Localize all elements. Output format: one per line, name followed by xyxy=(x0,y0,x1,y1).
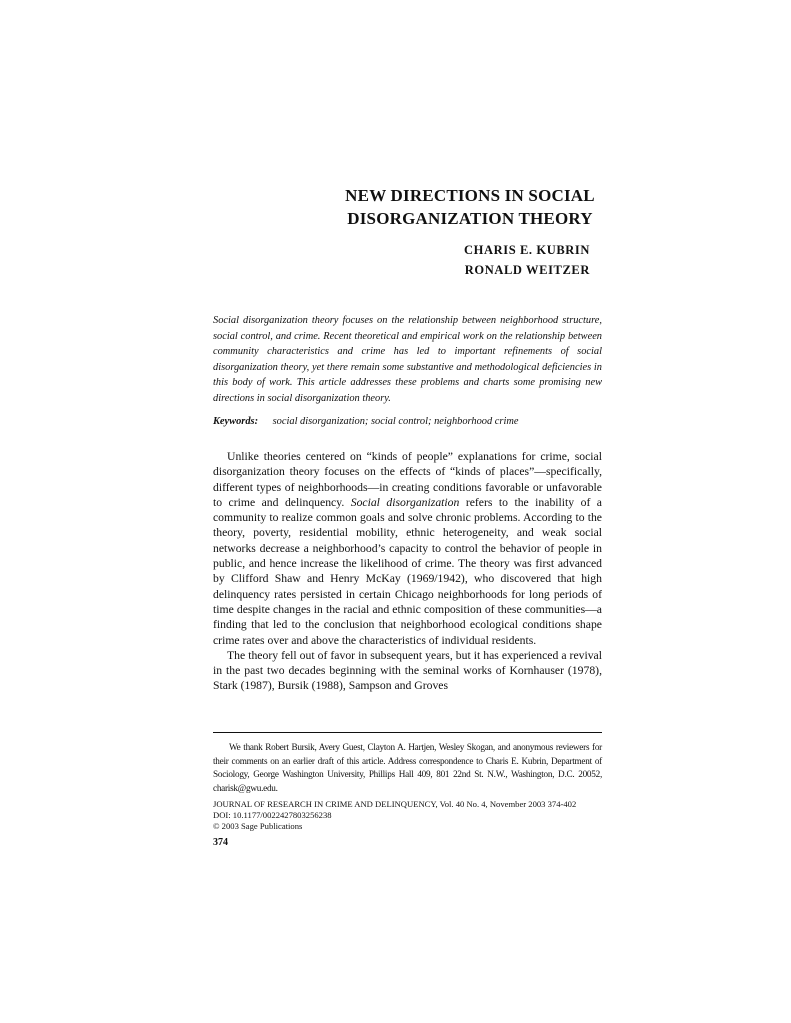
footnote-text: We thank Robert Bursik, Avery Guest, Clayton A. Hartjen, Wesley Skogan, and anonymous reviewers for their comments on an earlier draft of this article. Address correspondence to Charis E. Kubrin, Department of Sociology, George Washington University, Phillips Hall 409, 801 22nd St. N.W., Washington, D.C. 20052, charisk@gwu.edu. xyxy=(213,742,602,793)
body-text-run: Unlike theories centered on “kinds of people” explanations for crime, social disorganization theory focuses on the effects of “kinds of places”—specifically, different types of neighborhoods—in creating conditions favorable or unfavorable to crime and delinquency. xyxy=(213,450,602,509)
abstract: Social disorganization theory focuses on the relationship between neighborhood structure, social control, and crime. Recent theoretical and empirical work on the relationship between community characteristics and crime has led to important refinements of social disorganization theory, yet there remain some substantive and methodological deficiencies in this body of work. This article addresses these problems and charts some promising new directions in social disorganization theory. xyxy=(213,315,602,404)
body-paragraph xyxy=(213,449,602,648)
article-title-line-1: NEW DIRECTIONS IN SOCIAL xyxy=(345,186,595,205)
body-text xyxy=(213,449,602,694)
copyright: © 2003 Sage Publications xyxy=(213,821,303,831)
article-title xyxy=(320,184,620,230)
page-number: 374 xyxy=(213,837,228,848)
journal-citation: JOURNAL OF RESEARCH IN CRIME AND DELINQUENCY, Vol. 40 No. 4, November 2003 374-402 xyxy=(213,799,577,809)
article-title-line-2: DISORGANIZATION THEORY xyxy=(347,209,593,228)
keywords xyxy=(213,414,602,429)
author-list xyxy=(360,240,590,280)
keywords-text: social disorganization; social control; neighborhood crime xyxy=(272,416,519,427)
footnote-divider xyxy=(213,732,602,733)
keywords-label: Keywords: xyxy=(213,416,259,427)
author-name: CHARIS E. KUBRIN xyxy=(464,243,590,257)
body-text-run: refers to the inability of a community to realize common goals and solve chronic problems. According to the theory, poverty, residential mobility, ethnic heterogeneity, and weak social networks decrease a neighborhood’s capacity to control the behavior of people in public, and hence increase the likelihood of crime. The theory was first advanced by Clifford Shaw and Henry McKay (1969/1942), who discovered that high delinquency rates persisted in certain Chicago neighborhoods for long periods of time despite changes in the racial and ethnic composition of these communities—a finding that led to the conclusion that neighborhood ecological conditions shape crime rates over and above the characteristics of individual residents. xyxy=(213,495,602,647)
publication-info xyxy=(213,799,602,832)
author-footnote xyxy=(213,741,602,795)
doi: DOI: 10.1177/0022427803256238 xyxy=(213,810,332,820)
defined-term: Social disorganization xyxy=(350,495,460,509)
author-name: RONALD WEITZER xyxy=(464,263,590,277)
body-paragraph: The theory fell out of favor in subsequent years, but it has experienced a revival in the past two decades beginning with the seminal works of Kornhauser (1978), Stark (1987), Bursik (1988), Sampson and Groves xyxy=(213,648,602,693)
